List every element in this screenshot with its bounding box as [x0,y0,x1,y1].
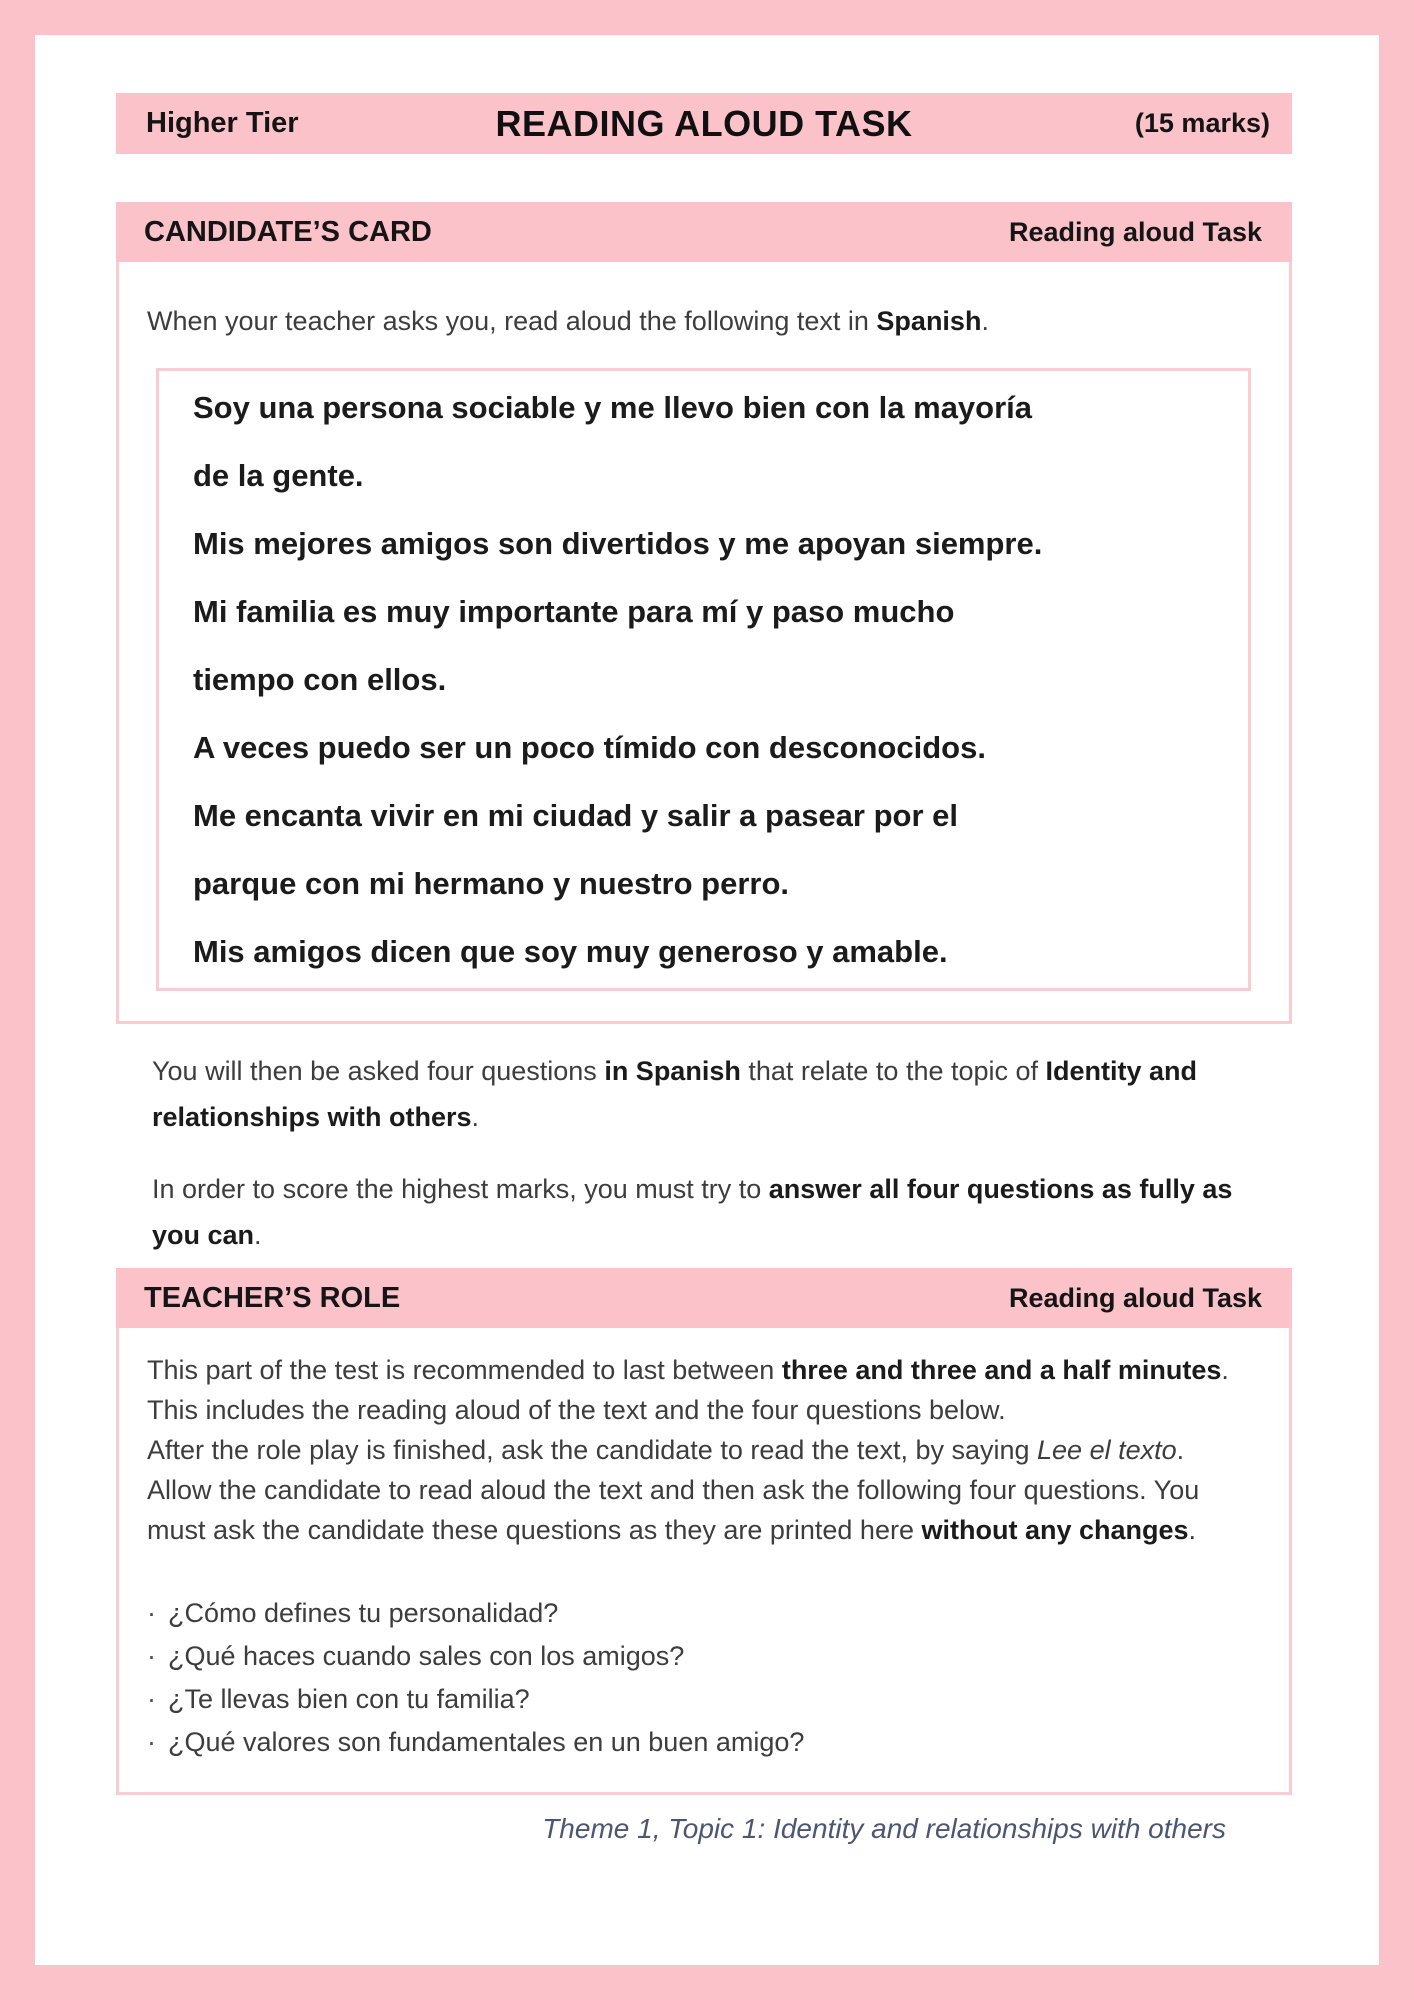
text-run: In order to score the highest marks, you must try to [152,1174,769,1204]
text-run-italic: Lee el texto [1037,1435,1177,1465]
reading-line: Soy una persona sociable y me llevo bien con la mayoría [193,390,1033,425]
reading-text-box [156,368,1251,991]
question-text: ¿Cómo defines tu personalidad? [168,1598,559,1628]
reading-line: tiempo con ellos. [193,662,447,697]
teacher-role-card [116,1268,1292,1795]
text-run: . [1176,1435,1185,1465]
text-run: . [981,306,989,336]
text-run: After the role play is finished, ask the candidate to read the text, by saying [147,1435,1038,1465]
scoring-info-paragraph [152,1166,1272,1258]
candidate-card [116,202,1292,1024]
question-item [147,1592,1249,1635]
candidate-card-body [116,262,1292,1024]
teacher-card-side-label: Reading aloud Task [1008,1282,1262,1313]
teacher-card-header [116,1268,1292,1328]
teacher-questions-paragraph [147,1470,1259,1550]
question-list [147,1592,1249,1764]
reading-line: Me encanta vivir en mi ciudad y salir a pasear por el [193,798,958,833]
tier-label: Higher Tier [146,107,299,139]
bullet-icon: · [147,1684,156,1714]
question-text: ¿Te llevas bien con tu familia? [168,1684,530,1714]
text-run: . [471,1102,480,1132]
bullet-icon: · [147,1641,156,1671]
teacher-card-body [116,1328,1292,1795]
text-run: . This includes the reading aloud of the text and the four questions below. [147,1355,1229,1425]
reading-line: Mi familia es muy importante para mí y paso mucho [193,594,955,629]
candidate-card-header [116,202,1292,262]
text-run: that relate to the topic of [740,1056,1046,1086]
question-text: ¿Qué valores son fundamentales en un buen amigo? [168,1727,805,1757]
page-sheet [35,35,1379,1965]
bullet-icon: · [147,1598,156,1628]
text-run-bold: in Spanish [604,1056,741,1086]
teacher-card-heading: TEACHER’S ROLE [144,1281,401,1314]
theme-topic-footer: Theme 1, Topic 1: Identity and relationships with others [542,1813,1226,1844]
candidate-card-side-label: Reading aloud Task [1008,216,1262,247]
text-run: You will then be asked four questions [152,1056,605,1086]
reading-line: Mis amigos dicen que soy muy generoso y amable. [193,934,948,969]
question-item [147,1678,1249,1721]
text-run-bold: Spanish [876,306,982,336]
text-run-bold: answer all four questions as fully as you can [152,1174,1233,1250]
reading-line: Mis mejores amigos son divertidos y me apoyan siempre. [193,526,1043,561]
marks-label: (15 marks) [1134,108,1270,138]
text-run: When your teacher asks you, read aloud the following text in [147,306,877,336]
bullet-icon: · [147,1727,156,1757]
text-run: . [1188,1515,1197,1545]
teacher-timing-paragraph [147,1350,1259,1430]
text-run-bold: Identity and relationships with others [152,1056,1198,1132]
text-run-bold: three and three and a half minutes [781,1355,1222,1385]
text-run: . [254,1220,262,1250]
text-run: This part of the test is recommended to last between [147,1355,782,1385]
reading-line: parque con mi hermano y nuestro perro. [193,866,790,901]
teacher-roleplay-paragraph [147,1430,1259,1470]
text-run-bold: without any changes [921,1515,1189,1545]
page-content [116,93,1292,1845]
instructions-section [116,1048,1292,1258]
question-text: ¿Qué haces cuando sales con los amigos? [168,1641,685,1671]
page-title: READING ALOUD TASK [495,102,913,144]
text-run: Allow the candidate to read aloud the text and then ask the following four questions. You must ask the candidate these questions as they are printed here [147,1475,1200,1545]
reading-line: A veces puedo ser un poco tímido con desconocidos. [193,730,986,765]
task-header-bar [116,93,1292,154]
candidate-intro-paragraph [147,298,1227,344]
questions-info-paragraph [152,1048,1222,1140]
reading-line: de la gente. [193,458,364,493]
question-item [147,1635,1249,1678]
candidate-card-heading: CANDIDATE’S CARD [144,215,432,248]
question-item [147,1721,1249,1764]
